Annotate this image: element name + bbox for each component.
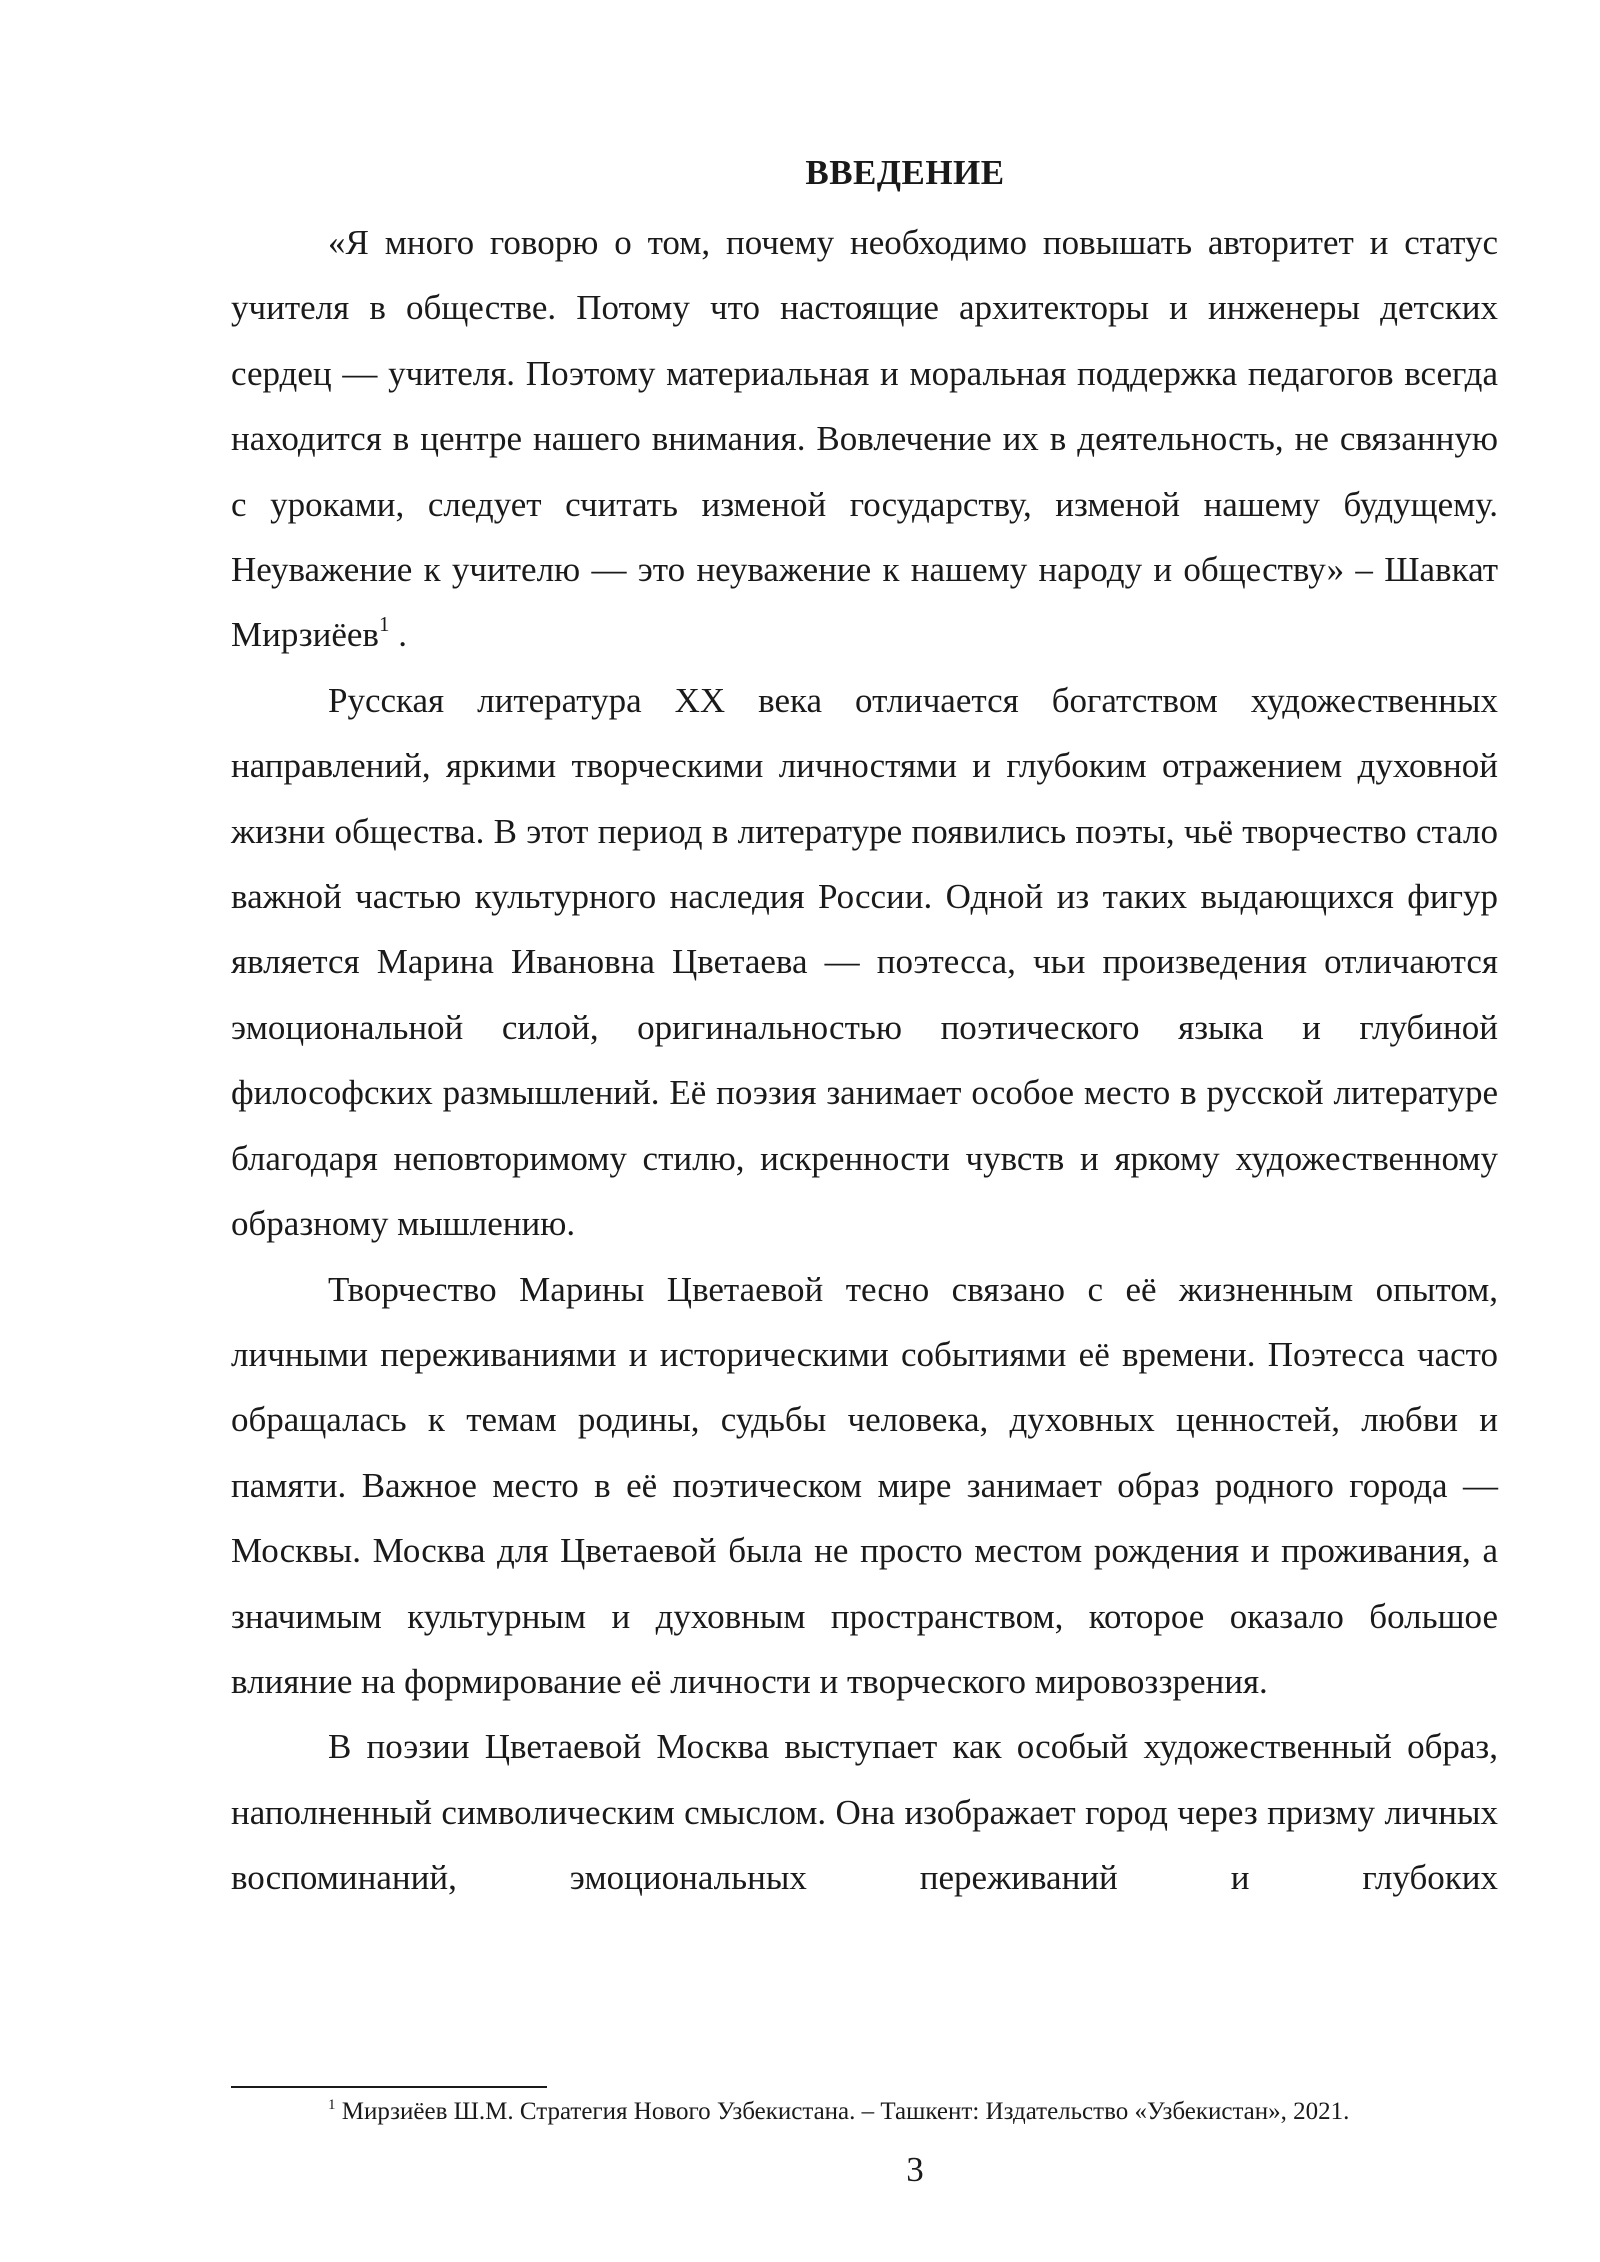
body-text — [231, 210, 1498, 1911]
footnote-reference: 1 — [378, 612, 390, 637]
paragraph-3: Творчество Марины Цветаевой тесно связано с её жизненным опытом, личными переживаниями и историческими событиями её времени. Поэтесса часто обращалась к темам родины, судьбы человека, духовных ценностей, любви и памяти. Важное место в её поэтическом мире занимает образ родного города — Москвы. Москва для Цветаевой была не просто местом рождения и проживания, а значимым культурным и духовным пространством, которое оказало большое влияние на формирование её личности и творческого мировоззрения. — [231, 1269, 1498, 1701]
section-title: ВВЕДЕНИЕ — [805, 153, 1005, 192]
paragraph-1-text: «Я много говорю о том, почему необходимо повышать авторитет и статус учителя в обществе. Потому что настоящие архитекторы и инженеры детских сердец — учителя. Поэтому материальная и моральная поддержка педагогов всегда находится в центре нашего внимания. Вовлечение их в деятельность, не связанную с уроками, следует считать изменой государству, изменой нашему будущему. Неуважение к учителю — это неуважение к нашему народу и обществу» – Шавкат Мирзиёев — [231, 223, 1498, 655]
paragraph-1-tail: . — [389, 615, 407, 655]
footnote-text: Мирзиёев Ш.М. Стратегия Нового Узбекистана. – Ташкент: Издательство «Узбекистан», 2021. — [335, 2098, 1350, 2125]
paragraph-1 — [231, 210, 1498, 668]
footnote — [231, 2094, 1498, 2130]
footnote-separator — [231, 2086, 547, 2088]
paragraph-2: Русская литература XX века отличается богатством художественных направлений, яркими творческими личностями и глубоким отражением духовной жизни общества. В этот период в литературе появились поэты, чьё творчество стало важной частью культурного наследия России. Одной из таких выдающихся фигур является Марина Ивановна Цветаева — поэтесса, чьи произведения отличаются эмоциональной силой, оригинальностью поэтического языка и глубиной философских размышлений. Её поэзия занимает особое место в русской литературе благодаря неповторимому стилю, искренности чувств и яркому художественному образному мышлению. — [231, 680, 1498, 1244]
footnote-mark: 1 — [328, 2097, 336, 2113]
page-number: 3 — [906, 2150, 924, 2189]
paragraph-4: В поэзии Цветаевой Москва выступает как особый художественный образ, наполненный символическим смыслом. Она изображает город через призму личных воспоминаний, эмоциональных переживаний и глубоких — [231, 1727, 1498, 1898]
